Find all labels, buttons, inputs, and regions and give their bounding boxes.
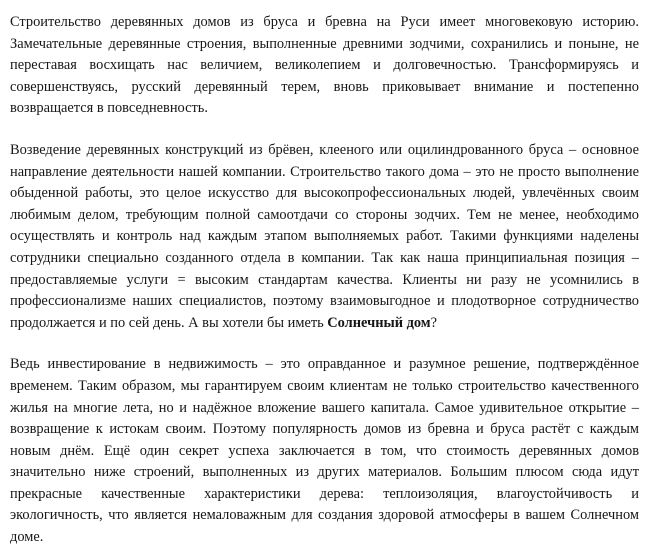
- body-text: Строительство деревянных домов из бруса и бревна на Руси имеет многовековую историю. Замечательные деревянные строения, выполненные древними зодчими, сохранились и поныне, не переставая восхищать нас величием, великолепием и долговечностью. Трансформируясь и совершенствуясь, русский деревянный терем, вновь приковывает внимание и постепенно возвращается в повседневность.: [10, 14, 639, 117]
- body-text: ?: [430, 314, 437, 331]
- paragraph-1: [10, 12, 639, 120]
- article-body: [10, 12, 639, 549]
- body-text: Возведение деревянных конструкций из брёвен, клееного или оцилиндрованного бруса – основное направление деятельности нашей компании. Строительство такого дома – это не просто выполнение обыденной работы, это целое искусство для высокопрофессиональных людей, увлечённых своим любимым делом, требующим полной самоотдачи со стороны зодчих. Тем не менее, необходимо осуществлять и контроль над каждым этапом выполняемых работ. Такими функциями наделены сотрудники специально созданного отдела в компании. Так как наша принципиальная позиция – предоставляемые услуги = высоким стандартам качества. Клиенты ни разу не усомнились в профессионализме наших специалистов, поэтому взаимовыгодное и плодотворное сотрудничество продолжается и по сей день. А вы хотели бы иметь: [10, 141, 639, 331]
- paragraph-3: [10, 354, 639, 548]
- paragraph-2: [10, 140, 639, 334]
- body-text: Ведь инвестирование в недвижимость – это оправданное и разумное решение, подтверждённое временем. Таким образом, мы гарантируем своим клиентам не только строительство качественного жилья на многие лета, но и надёжное вложение вашего капитала. Самое удивительное открытие – возвращение к истокам своим. Поэтому популярность домов из бревна и бруса растёт с каждым новым днём. Ещё один секрет успеха заключается в том, что стоимость деревянных домов значительно ниже строений, выполненных из других материалов. Большим плюсом сюда идут прекрасные качественные характеристики дерева: теплоизоляция, влагоустойчивость и экологичность, что является немаловажным для создания здоровой атмосферы в вашем Солнечном доме.: [10, 356, 639, 546]
- emphasis-text: Солнечный дом: [327, 314, 431, 331]
